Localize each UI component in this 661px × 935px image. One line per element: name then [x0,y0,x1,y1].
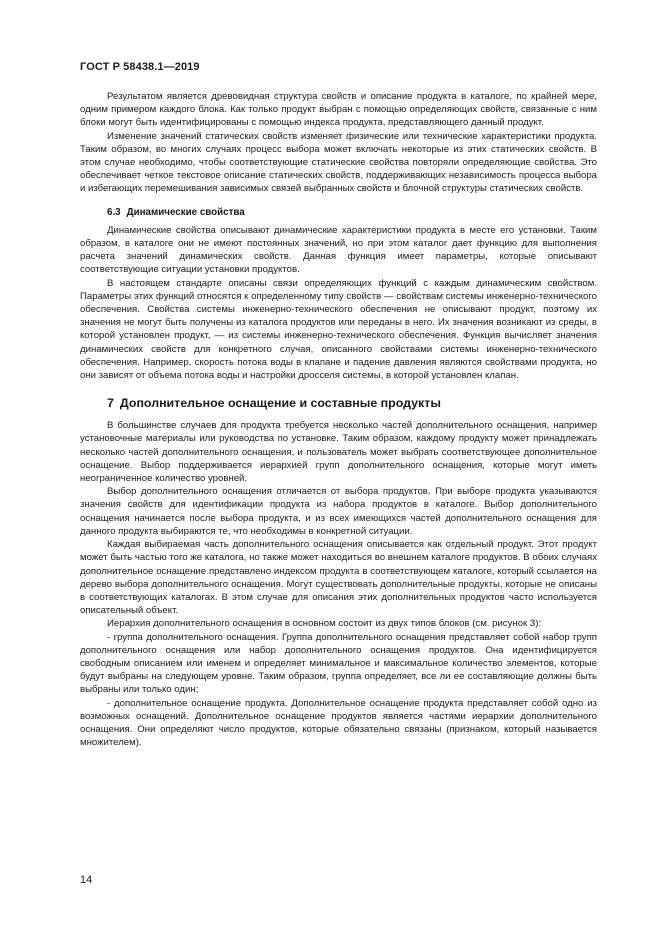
paragraph: В большинстве случаев для продукта требуется несколько частей дополнительного оснащения, например установочные материалы или руководства по установке. Таким образом, каждому продукту может принадлежать несколько частей дополнительного оснащения, и пользователь может выбрать соответствующее дополнительное оснащение. Выбор поддерживается иерархией групп дополнительного оснащения, которые могут иметь неограниченное количество уровней. [80,420,597,485]
section-number: 7 [107,396,114,411]
paragraph: Изменение значений статических свойств изменяет физические или технические характеристики продукта. Таким образом, во многих случаях процесс выбора может включать некоторые из этих статических свойств. В этом случае необходимо, чтобы соответствующие статические свойства повторяли определяющие свойства. Это обеспечивает четкое текстовое описание статических свойств, поддерживающих независимость процесса выбора и избегающих перемешивания зависимых связей выбранных свойств и блочной структуры статических свойств. [80,130,597,195]
paragraph: Выбор дополнительного оснащения отличается от выбора продуктов. При выборе продукта указываются значения свойств для идентификации продукта из набора продуктов в каталоге. Выбор дополнительного оснащения начинается после выбора продукта, и из всех имеющихся частей дополнительного оснащения для данного продукта выбираются те, что необходимы в конкретной ситуации. [80,486,597,537]
paragraph: Результатом является древовидная структура свойств и описание продукта в каталоге, по крайней мере, одним примером каждого блока. Как только продукт выбран с помощью определяющих свойств, связанные с ним блоки могут быть идентифицированы с помощью индекса продукта, представляющего данный продукт. [80,91,597,129]
section-heading [107,396,597,411]
page-number: 14 [80,874,93,886]
list-item: - группа дополнительного оснащения. Группа дополнительного оснащения представляет собой набор групп дополнительного оснащения или набор дополнительного оснащения продуктов. Она идентифицируется свободным описанием или именем и определяет минимальное и максимальное количество элементов, которые будут выбраны на следующем уровне. Таким образом, группа определяет, все ли ее составляющие должны быть выбраны или только один; [80,631,597,696]
subsection-number: 6.3 [107,206,121,218]
paragraph: Динамические свойства описывают динамические характеристики продукта в месте его установки. Таким образом, в каталоге они не имеют постоянных значений, но при этом каталог дает функцию для выполнения расчета значений динамических свойств. Данная функция имеет параметры, которые описывают соответствующие ситуации установки продуктов. [80,224,597,276]
paragraph: Иерархия дополнительного оснащения в основном состоит из двух типов блоков (см. рисунок 3): [107,618,542,630]
document-body [80,90,597,749]
list-item: - дополнительное оснащение продукта. Дополнительное оснащение продукта представляет собой одно из возможных оснащений. Дополнительное оснащение продуктов является частями иерархии дополнительного оснащения. Они определяют число продуктов, которые обязательно связаны (признаком, который называется множителем). [80,697,597,749]
subsection-title: Динамические свойства [126,206,245,218]
section-title: Дополнительное оснащение и составные продукты [119,396,441,411]
page-header-standard-code: ГОСТ Р 58438.1—2019 [80,61,200,73]
paragraph: В настоящем стандарте описаны связи определяющих функций с каждым динамическим свойством. Параметры этих функций относятся к определенному типу свойств — свойствам системы инженерно-технического обеспечения. Свойства системы инженерно-технического обеспечения не описывают продукт, поэтому их значения не могут быть получены из каталога продуктов или переданы в него. Их значения возникают из среды, в которой установлен продукт, — из системы инженерно-технического обеспечения. Функция вычисляет значения динамических свойств для конкретного случая, описанного свойствами системы инженерно-технического обеспечения. Например, скорость потока воды в клапане и падение давления являются свойствами продукта, но они зависят от объема потока воды и настройки дросселя системы, в которой установлен клапан. [80,277,597,382]
paragraph: Каждая выбираемая часть дополнительного оснащения описывается как отдельный продукт. Этот продукт может быть частью того же каталога, но также может находиться во внешнем каталоге продуктов. В обоих случаях дополнительное оснащение представлено индексом продукта в соответствующем каталоге, который ссылается на дерево выбора дополнительного оснащения. Могут существовать дополнительные продукты, которые не описаны в соответствующих каталогах. В этом случае для описания этих дополнительных продуктов часто используется описательный объект. [80,539,597,617]
subsection-heading [107,206,597,219]
